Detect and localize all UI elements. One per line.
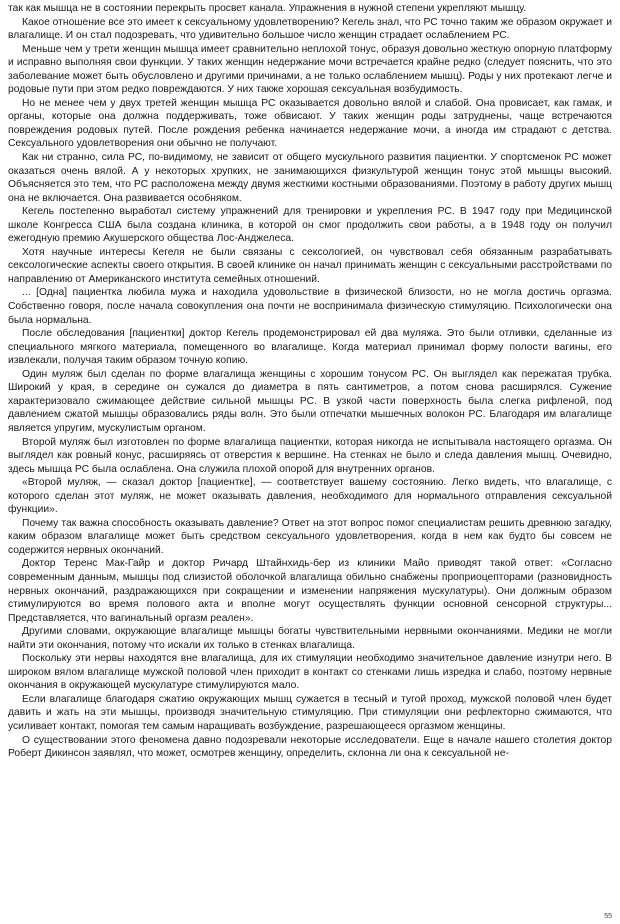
- paragraph-3: Меньше чем у трети женщин мышца имеет сравнительно неплохой тонус, образуя довольно жесткую опорную платформу и исправно выполняя свои функции. У таких женщин недержание мочи встречается крайне редко (следует пояснить, что это заболевание может быть обусловлено и другими причинами, а не только ослаблением мышц). Роды у них протекают легче и родовые пути при этом редко повреждаются. У них также хорошая сексуальная возбудимость.: [8, 43, 612, 96]
- paragraph-2: Какое отношение все это имеет к сексуальному удовлетворению? Кегель знал, что РС точно таким же образом окружает и влагалище. И он стал подозревать, что удивительно большое число женщин страдает ослаблением РС.: [8, 16, 612, 42]
- paragraph-8: ... [Одна] пациентка любила мужа и находила удовольствие в физической близости, но не могла достичь оргазма. Собственно говоря, после начала совокупления она почти не воспринимала физическую стимуляцию. Психологически она была нормальна.: [8, 287, 612, 326]
- paragraph-13: Почему так важна способность оказывать давление? Ответ на этот вопрос помог специалистам решить древнюю загадку, каким образом влагалище может быть средством сексуального удовлетворения, когда в нем как будто бы совсем не содержится нервных окончаний.: [8, 517, 612, 556]
- paragraph-10: Один муляж был сделан по форме влагалища женщины с хорошим тонусом РС. Он выглядел как пережатая трубка. Широкий у края, в середине он сужался до диаметра в пять сантиметров, а потом снова расширялся. Сужение характеризовало сжимающее действие сильной мышцы РС. В узкой части поверхность была слегка рифленой, под давлением сжатой мышцы образовались ряды волн. Это были отпечатки мышечных волокон РС. Благодаря им влагалище является упругим, мускулистым органом.: [8, 368, 612, 434]
- paragraph-5: Как ни странно, сила РС, по-видимому, не зависит от общего мускульного развития пациентки. У спортсменок РС может оказаться очень вялой. А у некоторых хрупких, не занимающихся физкультурой женщин тонус этой мышцы высокий. Объясняется это тем, что РС расположена между двумя жесткими костными образованиями. Поэтому в работу других мышц она не включается. Она развивается особняком.: [8, 152, 612, 204]
- paragraph-16: Поскольку эти нервы находятся вне влагалища, для их стимуляции необходимо значительное давление изнутри него. В широком вялом влагалище мужской половой член приходит в контакт со стенками лишь изредка и слабо, поэтому нервные окончания в окружающей мускулатуре стимулируются мало.: [8, 653, 612, 692]
- paragraph-17: Если влагалище благодаря сжатию окружающих мышц сужается в тесный и тугой проход, мужской половой член будет давить и жать на эти мышцы, производя значительную стимуляцию. При стимуляции они рефлекторно сжимаются, что усиливает контакт, помогая тем самым наращивать возбуждение, разрешающееся оргазмом женщины.: [8, 693, 612, 732]
- paragraph-15: Другими словами, окружающие влагалище мышцы богаты чувствительными нервными окончаниями. Медики не могли найти эти окончания, потому что искали их только в стенках влагалища.: [8, 626, 612, 651]
- page-number: 55: [604, 913, 612, 920]
- paragraph-7: Хотя научные интересы Кегеля не были связаны с сексологией, он чувствовал себя обязанным разрабатывать сексологические аспекты своего открытия. В своей клинике он начал принимать женщин с сексуальными расстройствами по направлению от Американского института семейных отношений.: [8, 246, 612, 285]
- paragraph-14: Доктор Теренс Мак-Гайр и доктор Ричард Штайнхидь-бер из клиники Майо приводят такой ответ: «Согласно современным данным, мышцы под слизистой оболочкой влагалища обильно снабжены проприоцепторами (разновидность нервных окончаний, раздражающихся при сокращении и изменении напряжения мускулатуры). Они должным образом стимулируются во время полового акта и вполне могут осуществлять функции основной сенсорной структуры... Представляется, что вагинальный оргазм реален».: [8, 558, 612, 624]
- paragraph-11: Второй муляж был изготовлен по форме влагалища пациентки, которая никогда не испытывала настоящего оргазма. Он выглядел как ровный конус, расширяясь от отверстия к вершине. На стенках не было и следа давления мышц. Очевидно, здесь мышца РС была ослаблена. Она служила плохой опорой для внутренних органов.: [8, 436, 612, 475]
- paragraph-12: «Второй муляж, — сказал доктор [пациентке], — соответствует вашему состоянию. Легко видеть, что влагалище, с которого сделан этот муляж, не может оказывать давления, необходимого для нормального отправления сексуальной функции».: [8, 477, 612, 516]
- paragraph-4: Но не менее чем у двух третей женщин мышца РС оказывается довольно вялой и слабой. Она провисает, как гамак, и органы, которые она должна поддерживать, тоже обвисают. У таких женщин роды затруднены, чаще встречаются повреждения родовых путей. После рождения ребенка начинается недержание мочи, а иногда им страдают с детства. Сексуального удовлетворения они обычно не получают.: [8, 97, 612, 150]
- paragraph-6: Кегель постепенно выработал систему упражнений для тренировки и укрепления РС. В 1947 году при Медицинской школе Конгресса США была создана клиника, в которой он смог продолжить свои работы, а в 1948 году он получил ежегодную премию Акушерского общества Лос-Анджелеса.: [8, 206, 612, 245]
- book-page-text: [8, 2, 612, 761]
- paragraph-18: О существовании этого феномена давно подозревали некоторые исследователи. Еще в начале нашего столетия доктор Роберт Дикинсон заявлял, что может, осмотрев женщину, определить, склонна ли она к сексуальной не-: [8, 734, 612, 760]
- paragraph-1: так как мышца не в состоянии перекрыть просвет канала. Упражнения в нужной степени укрепляют мышцу.: [8, 3, 527, 14]
- paragraph-9: После обследования [пациентки] доктор Кегель продемонстрировал ей два муляжа. Это были отливки, сделанные из специального мягкого материала, помещенного во влагалище. Когда материал принимал форму полости вагины, его извлекали, получая таким образом точную копию.: [8, 328, 612, 367]
